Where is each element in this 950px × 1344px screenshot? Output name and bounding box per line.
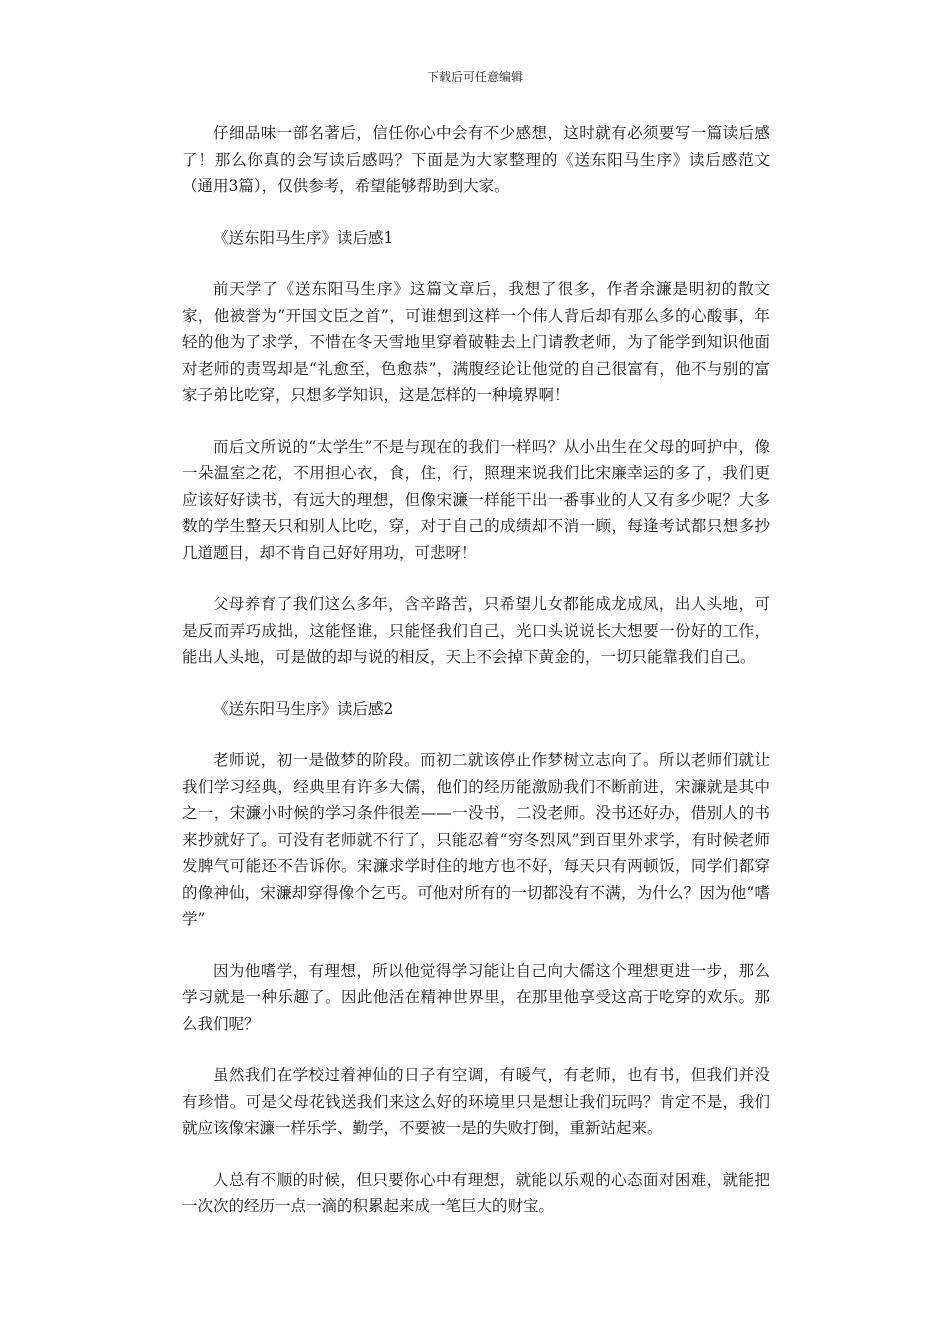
section-2-paragraph: 老师说，初一是做梦的阶段。而初二就该停止作梦树立志向了。所以老师们就让我们学习经典，经典里有许多大儒，他们的经历能激励我们不断前进，宋濂就是其中之一，宋濂小时候的学习条件很差——一没书，二没老师。没书还好办，借别人的书来抄就好了。可没有老师就不行了，只能忍着“穷冬烈风”到百里外求学，有时候老师发脾气可能还不告诉你。宋濂求学时住的地方也不好，每天只有两顿饭，同学们都穿的像神仙，宋濂却穿得像个乞丐。可他对所有的一切都没有不满，为什么？因为他“嗜学” (182, 751, 770, 928)
header-note: 下载后可任意编辑 (426, 70, 523, 84)
section-2-paragraph: 虽然我们在学校过着神仙的日子有空调，有暖气，有老师，也有书，但我们并没有珍惜。可是父母花钱送我们来这么好的环境里只是想让我们玩吗？肯定不是，我们就应该像宋濂一样乐学、勤学，不要被一是的失败打倒，重新站起来。 (182, 1066, 770, 1137)
section-2-paragraph: 因为他嗜学，有理想，所以他觉得学习能让自己向大儒这个理想更进一步，那么学习就是一种乐趣了。因此他活在精神世界里，在那里他享受这高于吃穿的欢乐。那么我们呢？ (182, 961, 770, 1033)
section-2-paragraph: 人总有不顺的时候，但只要你心中有理想，就能以乐观的心态面对困难，就能把一次次的经历一点一滴的积累起来成一笔巨大的财宝。 (182, 1170, 770, 1215)
section-1-title: 《送东阳马生序》读后感1 (213, 228, 394, 247)
section-1-paragraph: 前天学了《送东阳马生序》这篇文章后，我想了很多，作者余濂是明初的散文家，他被誉为”开国文臣之首”，可谁想到这样一个伟人背后却有那么多的心酸事，年轻的他为了求学，不惜在冬天雪地里穿着破鞋去上门请教老师，为了能学到知识他面对老师的责骂却是“礼愈至，色愈恭”，满腹经论让他觉的自己很富有，他不与别的富家子弟比吃穿，只想多学知识，这是怎样的一种境界啊！ (182, 280, 770, 404)
document-body (182, 120, 770, 1245)
section-2-title: 《送东阳马生序》读后感2 (213, 699, 394, 718)
intro-paragraph: 仔细品味一部名著后，信任你心中会有不少感想，这时就有必须要写一篇读后感了！那么你真的会写读后感吗？下面是为大家整理的《送东阳马生序》读后感范文（通用3篇），仅供参考，希望能够帮助到大家。 (182, 124, 770, 195)
section-1-paragraph: 而后文所说的“太学生”不是与现在的我们一样吗？从小出生在父母的呵护中，像一朵温室之花，不用担心衣，食，住，行，照理来说我们比宋廉幸运的多了，我们更应该好好读书，有远大的理想，但像宋濂一样能干出一番事业的人又有多少呢？大多数的学生整天只和别人比吃，穿，对于自己的成绩却不消一顾，每逢考试都只想多抄几道题目，却不肯自己好好用功，可悲呀！ (182, 437, 770, 562)
section-1-paragraph: 父母养育了我们这么多年，含辛路苦，只希望儿女都能成龙成凤，出人头地，可是反而弄巧成拙，这能怪谁，只能怪我们自己，光口头说说长大想要一份好的工作，能出人头地，可是做的却与说的相反，天上不会掉下黄金的，一切只能靠我们自己。 (182, 595, 770, 666)
